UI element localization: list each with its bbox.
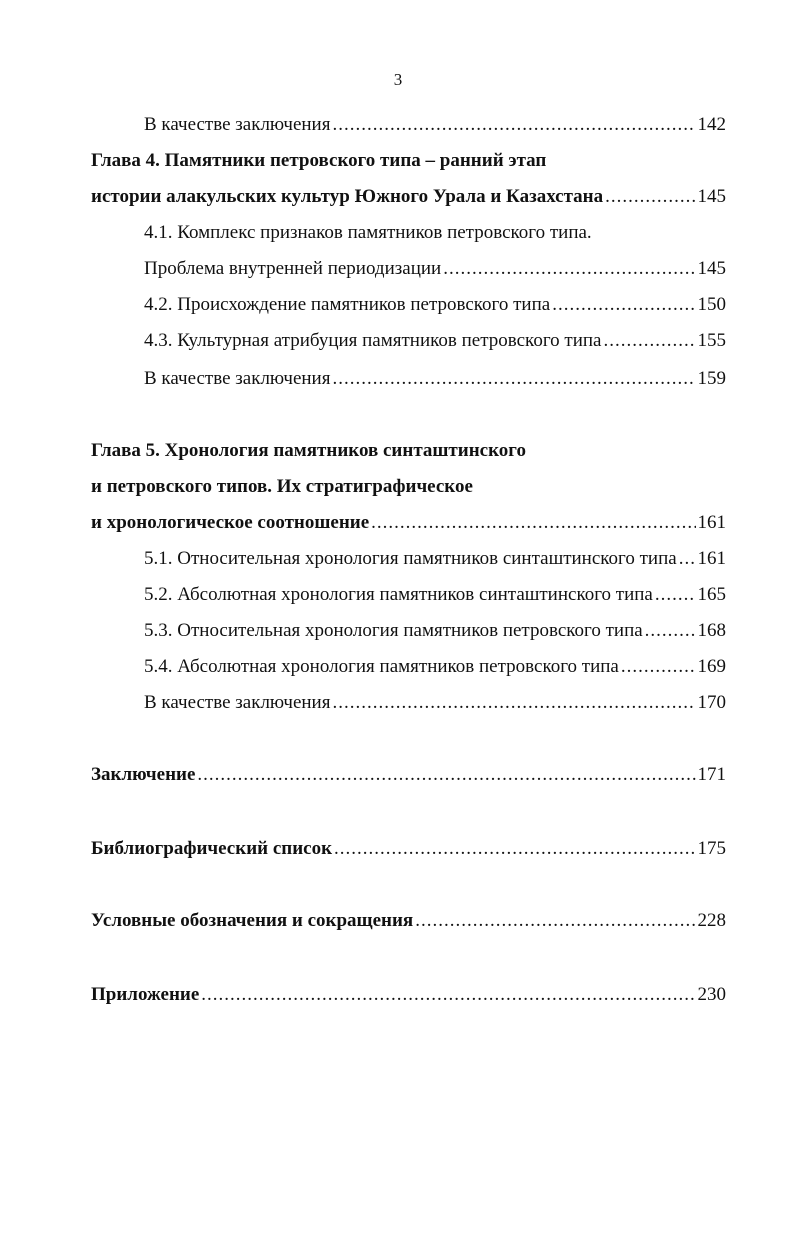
toc-entry [144, 366, 726, 392]
toc-entry-title: 5.3. Относительная хронология памятников петровского типа [144, 620, 643, 641]
toc-entry-title: Условные обозначения и сокращения [91, 910, 414, 931]
toc-entry-page: 150 [697, 294, 726, 315]
toc-entry-page: 161 [697, 548, 726, 569]
toc-entry-page: 145 [697, 186, 726, 207]
toc-entry-title: истории алакульских культур Южного Урала и Казахстана [91, 186, 604, 207]
toc-entry-conclusion [91, 762, 726, 788]
toc-entry-bibliography [91, 836, 726, 862]
toc-entry-title: В качестве заключения [144, 368, 331, 389]
toc-entry-page: 145 [697, 258, 726, 279]
toc-entry-title: В качестве заключения [144, 114, 331, 135]
toc-entry-section-5-1 [144, 546, 726, 572]
toc-leader-dots [371, 510, 695, 536]
toc-entry-page: 169 [697, 656, 726, 677]
toc-entry-title: Библиографический список [91, 838, 333, 859]
toc-entry-chapter-5 [91, 510, 726, 536]
toc-leader-dots [443, 256, 695, 282]
toc-entry-section-5-2 [144, 582, 726, 608]
toc-leader-dots [655, 582, 696, 608]
toc-leader-dots [332, 366, 695, 392]
toc-entry-title: 4.3. Культурная атрибуция памятников петровского типа [144, 330, 602, 351]
chapter-5-title-line-1: Глава 5. Хронология памятников синташтинского [91, 440, 526, 461]
toc-entry-title: 4.2. Происхождение памятников петровского типа [144, 294, 551, 315]
toc-entry-page: 161 [697, 512, 726, 533]
toc-entry [144, 112, 726, 138]
toc-entry-section-4-3 [144, 328, 726, 354]
toc-leader-dots [645, 618, 696, 644]
toc-entry-title: Заключение [91, 764, 196, 785]
section-4-1-title-line-1: 4.1. Комплекс признаков памятников петровского типа. [144, 222, 592, 243]
toc-entry-page: 230 [697, 984, 726, 1005]
toc-entry-appendix [91, 982, 726, 1008]
toc-entry-title: 5.2. Абсолютная хронология памятников синташтинского типа [144, 584, 653, 605]
toc-leader-dots [552, 292, 695, 318]
toc-leader-dots [201, 982, 695, 1008]
chapter-4-title-line-1: Глава 4. Памятники петровского типа – ранний этап [91, 150, 547, 171]
toc-entry-page: 175 [697, 838, 726, 859]
toc-entry-page: 168 [697, 620, 726, 641]
toc-entry-page: 228 [697, 910, 726, 931]
toc-leader-dots [334, 836, 695, 862]
toc-entry-abbreviations [91, 908, 726, 934]
chapter-5-title-line-2: и петровского типов. Их стратиграфическое [91, 476, 473, 497]
toc-leader-dots [621, 654, 696, 680]
page-number: 3 [393, 70, 403, 89]
toc-entry-page: 142 [697, 114, 726, 135]
toc-leader-dots [197, 762, 695, 788]
toc-entry-page: 155 [697, 330, 726, 351]
toc-entry-chapter-4 [91, 184, 726, 210]
toc-entry-section-4-1 [144, 256, 726, 282]
toc-entry-page: 165 [697, 584, 726, 605]
toc-entry-page: 159 [697, 368, 726, 389]
toc-entry-title: 5.4. Абсолютная хронология памятников петровского типа [144, 656, 619, 677]
toc-leader-dots [332, 112, 695, 138]
toc-leader-dots [415, 908, 695, 934]
toc-entry [144, 690, 726, 716]
toc-entry-title: и хронологическое соотношение [91, 512, 370, 533]
toc-entry-page: 171 [697, 764, 726, 785]
toc-leader-dots [679, 546, 696, 572]
toc-leader-dots [603, 328, 695, 354]
toc-leader-dots [605, 184, 695, 210]
toc-entry-section-5-3 [144, 618, 726, 644]
toc-entry-title: В качестве заключения [144, 692, 331, 713]
toc-entry-title: Приложение [91, 984, 200, 1005]
toc-entry-page: 170 [697, 692, 726, 713]
toc-entry-section-4-2 [144, 292, 726, 318]
toc-leader-dots [332, 690, 695, 716]
toc-entry-title: 5.1. Относительная хронология памятников синташтинского типа [144, 548, 677, 569]
toc-entry-section-5-4 [144, 654, 726, 680]
toc-entry-title: Проблема внутренней периодизации [144, 258, 442, 279]
